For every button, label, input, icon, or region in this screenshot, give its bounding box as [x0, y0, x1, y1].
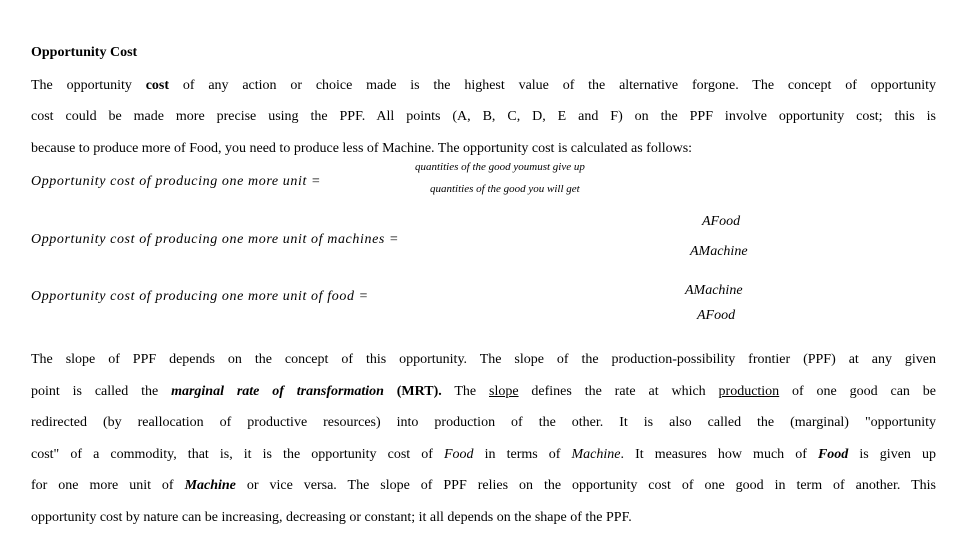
paragraph-2-line-2	[31, 384, 936, 400]
formula-machines-denominator: AMachine	[690, 244, 748, 259]
text: . It measures how much of	[620, 447, 818, 462]
formula-general-denominator: quantities of the good you will get	[430, 183, 580, 195]
formula-machines-numerator: AFood	[702, 214, 741, 229]
term-mrt: marginal rate of transformation	[171, 384, 384, 399]
term-machine: Machine	[571, 447, 621, 462]
text: for one more unit of	[31, 478, 185, 493]
link-slope[interactable]: slope	[489, 384, 519, 399]
term-machine-bold: Machine	[184, 478, 236, 493]
formula-food-label: Opportunity cost of producing one more unit of food =	[31, 289, 369, 304]
text: The	[441, 384, 489, 399]
paragraph-1-line-1	[31, 78, 936, 94]
formula-general-numerator: quantities of the good youmust give up	[415, 161, 585, 173]
text: The opportunity	[31, 78, 146, 93]
text: of one good can be	[779, 384, 936, 399]
formula-machines-label: Opportunity cost of producing one more unit of machines =	[31, 232, 400, 247]
paragraph-2-line-4	[31, 447, 936, 463]
paragraph-2-line-6: opportunity cost by nature can be increasing, decreasing or constant; it all depends on the shape of the PPF.	[31, 510, 632, 525]
text: in terms of	[473, 447, 572, 462]
term-mrt-abbrev: (MRT).	[383, 384, 442, 399]
term-food: Food	[444, 447, 474, 462]
paragraph-2-line-3: redirected (by reallocation of productive resources) into production of the other. It is also called the (marginal) "opportunity	[31, 415, 936, 430]
text: point is called the	[31, 384, 172, 399]
text: is given up	[848, 447, 936, 462]
section-heading: Opportunity Cost	[31, 45, 138, 60]
paragraph-1-line-3: because to produce more of Food, you need to produce less of Machine. The opportunity cost is calculated as follows:	[31, 141, 693, 156]
paragraph-2-line-5	[31, 478, 936, 494]
text: cost" of a commodity, that is, it is the opportunity cost of	[31, 447, 444, 462]
paragraph-2-line-1: The slope of PPF depends on the concept of this opportunity. The slope of the production-possibility frontier (PPF) at any given	[31, 352, 936, 367]
bold-term-cost: cost	[145, 78, 170, 93]
link-production[interactable]: production	[718, 384, 780, 399]
text: defines the rate at which	[518, 384, 719, 399]
term-food-bold: Food	[817, 447, 849, 462]
text: of any action or choice made is the highest value of the alternative forgone. The concept of opportunity	[169, 78, 936, 93]
text: or vice versa. The slope of PPF relies on the opportunity cost of one good in term of another. This	[235, 478, 936, 493]
paragraph-1-line-2: cost could be made more precise using the PPF. All points (A, B, C, D, E and F) on the PPF involve opportunity cost; this is	[31, 109, 936, 124]
formula-food-numerator: AMachine	[685, 283, 743, 298]
formula-general-label: Opportunity cost of producing one more unit =	[31, 174, 322, 189]
formula-food-denominator: AFood	[697, 308, 736, 323]
